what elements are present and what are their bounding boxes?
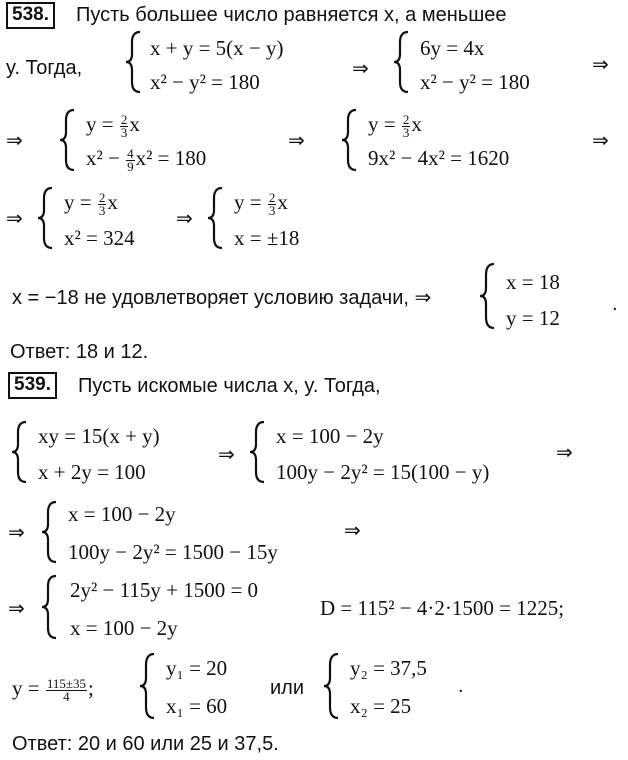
p538-s3-line1: y = $\frac{2}{3}$ x xyxy=(86,111,140,140)
p539-answer: Ответ: 20 и 60 или 25 и 37,5. xyxy=(12,733,279,755)
implies-arrow: ⇒ xyxy=(344,518,361,542)
p539-s2-line1: x = 100 − 2y xyxy=(276,424,384,448)
p538-answer: Ответ: 18 и 12. xyxy=(10,341,149,363)
p539-discriminant: D = 115² − 4·2·1500 = 1225; xyxy=(320,596,565,620)
implies-arrow: ⇒ xyxy=(8,520,25,544)
p539-s3-line1: x = 100 − 2y xyxy=(68,502,176,526)
p539-s3-line2: 100y − 2y² = 1500 − 15y xyxy=(68,540,278,564)
p539-s6-line1: y₂ = 37,5 xyxy=(350,656,427,680)
p538-s6-line1: y = $\frac{2}{3}$ x xyxy=(234,189,288,218)
p539-s5-line2: x₁ = 60 xyxy=(166,694,228,718)
p538-s5-line1: y = $\frac{2}{3}$ x xyxy=(64,189,118,218)
implies-arrow: ⇒ xyxy=(218,442,235,466)
p538-s2-line1: 6y = 4x xyxy=(420,36,485,60)
p538-s1-line1: x + y = 5(x − y) xyxy=(150,36,284,60)
p539-y-formula: y = $\frac{115\pm 35}{4}$ ; xyxy=(12,675,94,704)
brace xyxy=(36,186,58,250)
p538-s7-line2: y = 12 xyxy=(506,306,560,330)
implies-arrow: ⇒ xyxy=(8,596,25,620)
p538-s3-line2: x² − $\frac{4}{9}$ x² = 180 xyxy=(86,145,207,174)
implies-arrow: ⇒ xyxy=(592,128,609,152)
p539-s5-line1: y₁ = 20 xyxy=(166,656,228,680)
p538-s6-line2: x = ±18 xyxy=(234,226,300,250)
brace xyxy=(322,652,344,720)
p538-s4-line2: 9x² − 4x² = 1620 xyxy=(368,146,510,170)
p539-or: или xyxy=(270,677,305,699)
brace xyxy=(478,262,500,330)
implies-arrow: ⇒ xyxy=(6,206,23,230)
p538-s4-line1: y = $\frac{2}{3}$ x xyxy=(368,111,422,140)
p538-s1-line2: x² − y² = 180 xyxy=(150,70,260,94)
brace xyxy=(40,500,62,564)
implies-arrow: ⇒ xyxy=(6,128,23,152)
problem-number-538: 538. xyxy=(6,2,55,29)
brace xyxy=(10,420,32,484)
brace xyxy=(40,574,62,640)
p539-s4-line2: x = 100 − 2y xyxy=(70,616,178,640)
end-dot: . xyxy=(458,675,464,697)
implies-arrow: ⇒ xyxy=(592,52,609,76)
p539-s2-line2: 100y − 2y² = 15(100 − y) xyxy=(276,460,490,484)
p538-intro2: y. Тогда, xyxy=(6,57,83,79)
p539-s4-line1: 2y² − 115y + 1500 = 0 xyxy=(70,578,259,602)
p538-s5-line2: x² = 324 xyxy=(64,226,135,250)
p538-s7-line1: x = 18 xyxy=(506,270,560,294)
p538-s2-line2: x² − y² = 180 xyxy=(420,70,530,94)
implies-arrow: ⇒ xyxy=(556,440,573,464)
brace xyxy=(248,420,270,484)
p539-s1-line2: x + 2y = 100 xyxy=(38,460,146,484)
p538-intro: Пусть большее число равняется x, а меньшее xyxy=(76,4,507,26)
p539-s6-line2: x₂ = 25 xyxy=(350,694,412,718)
brace xyxy=(392,30,414,94)
p539-intro: Пусть искомые числа x, y. Тогда, xyxy=(78,375,381,397)
implies-arrow: ⇒ xyxy=(176,206,193,230)
brace xyxy=(124,30,146,94)
p538-note: x = −18 не удовлетворяет условию задачи, ⇒ xyxy=(12,287,432,309)
brace xyxy=(340,108,362,172)
brace xyxy=(206,186,228,250)
implies-arrow: ⇒ xyxy=(288,128,305,152)
implies-arrow: ⇒ xyxy=(352,56,369,80)
p539-s1-line1: xy = 15(x + y) xyxy=(38,424,160,448)
brace xyxy=(138,652,160,720)
brace xyxy=(58,108,80,172)
end-dot: . xyxy=(612,293,618,315)
problem-number-539: 539. xyxy=(8,372,57,399)
